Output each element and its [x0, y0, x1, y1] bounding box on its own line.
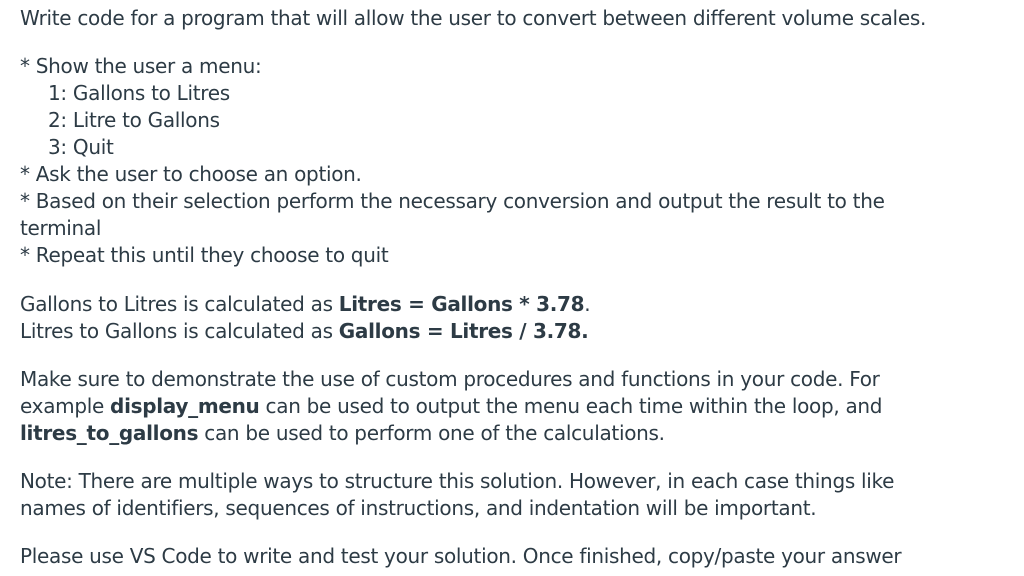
closing-instructions: Please use VS Code to write and test your solution. Once finished, copy/paste your answer — [20, 544, 902, 568]
display-menu-identifier: display_menu — [110, 394, 260, 418]
menu-item-2: 2: Litre to Gallons — [48, 108, 220, 132]
note-line-1: Note: There are multiple ways to structure this solution. However, in each case things like — [20, 469, 895, 493]
litres-to-gallons-identifier: litres_to_gallons — [20, 421, 199, 445]
assignment-document — [20, 5, 1010, 570]
bullet-show-menu: * Show the user a menu: — [20, 54, 262, 78]
procedures-line-2-prefix: example — [20, 394, 111, 418]
formula-gallons-to-litres — [20, 291, 1010, 318]
procedures-line-3 — [20, 420, 1010, 447]
bullet-perform-conversion-cont: terminal — [20, 216, 102, 240]
bullet-repeat: * Repeat this until they choose to quit — [20, 243, 389, 267]
procedures-line-2-suffix: can be used to output the menu each time within the loop, and — [259, 394, 883, 418]
formula-litres-to-gallons — [20, 318, 1010, 345]
menu-item-1: 1: Gallons to Litres — [48, 81, 230, 105]
formula-l2g-bold: Gallons = Litres / 3.78. — [338, 319, 589, 343]
intro-text: Write code for a program that will allow the user to convert between different volume scales. — [20, 6, 926, 30]
bullet-ask-option: * Ask the user to choose an option. — [20, 162, 362, 186]
procedures-line-3-suffix: can be used to perform one of the calculations. — [198, 421, 665, 445]
bullet-perform-conversion: * Based on their selection perform the necessary conversion and output the result to the — [20, 189, 885, 213]
procedures-line-1: Make sure to demonstrate the use of custom procedures and functions in your code. For — [20, 367, 880, 391]
procedures-line-2 — [20, 393, 1010, 420]
formula-g2l-prefix: Gallons to Litres is calculated as — [20, 292, 339, 316]
formula-g2l-bold: Litres = Gallons * 3.78 — [338, 292, 585, 316]
menu-item-3: 3: Quit — [48, 135, 114, 159]
formula-g2l-suffix: . — [584, 292, 591, 316]
formula-l2g-prefix: Litres to Gallons is calculated as — [20, 319, 339, 343]
note-line-2: names of identifiers, sequences of instructions, and indentation will be important. — [20, 496, 817, 520]
